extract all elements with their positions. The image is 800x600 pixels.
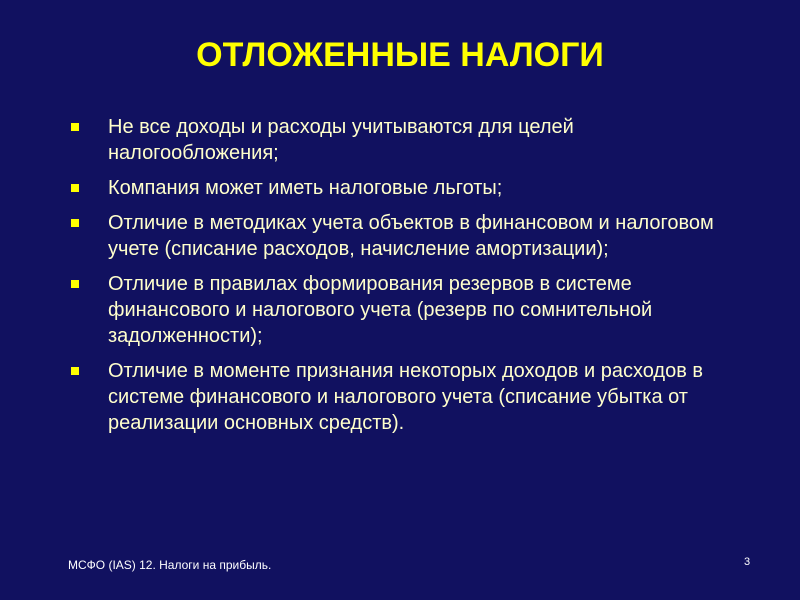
slide-footer: МСФО (IAS) 12. Налоги на прибыль. <box>68 558 272 572</box>
bullet-text: Отличие в моменте признания некоторых доходов и расходов в системе финансового и налогового учета (списание убытка от реализации основных средств). <box>108 360 704 434</box>
bullet-text: Не все доходы и расходы учитываются для целей налогообложения; <box>108 116 574 164</box>
slide-title: ОТЛОЖЕННЫЕ НАЛОГИ <box>196 36 604 74</box>
bullet-item <box>70 175 750 201</box>
bullet-item <box>70 210 750 262</box>
bullet-item <box>70 271 750 349</box>
page-number: 3 <box>744 556 751 568</box>
bullet-list <box>70 114 750 445</box>
bullet-item <box>70 358 750 436</box>
bullet-text: Отличие в методиках учета объектов в финансовом и налоговом учете (списание расходов, начисление амортизации); <box>108 212 714 260</box>
square-bullet-icon <box>71 123 79 131</box>
square-bullet-icon <box>71 184 79 192</box>
square-bullet-icon <box>71 219 79 227</box>
bullet-text: Отличие в правилах формирования резервов в системе финансового и налогового учета (резерв по сомнительной задолженности); <box>108 273 653 347</box>
bullet-text: Компания может иметь налоговые льготы; <box>108 177 503 199</box>
square-bullet-icon <box>71 280 79 288</box>
square-bullet-icon <box>71 367 79 375</box>
bullet-item <box>70 114 750 166</box>
